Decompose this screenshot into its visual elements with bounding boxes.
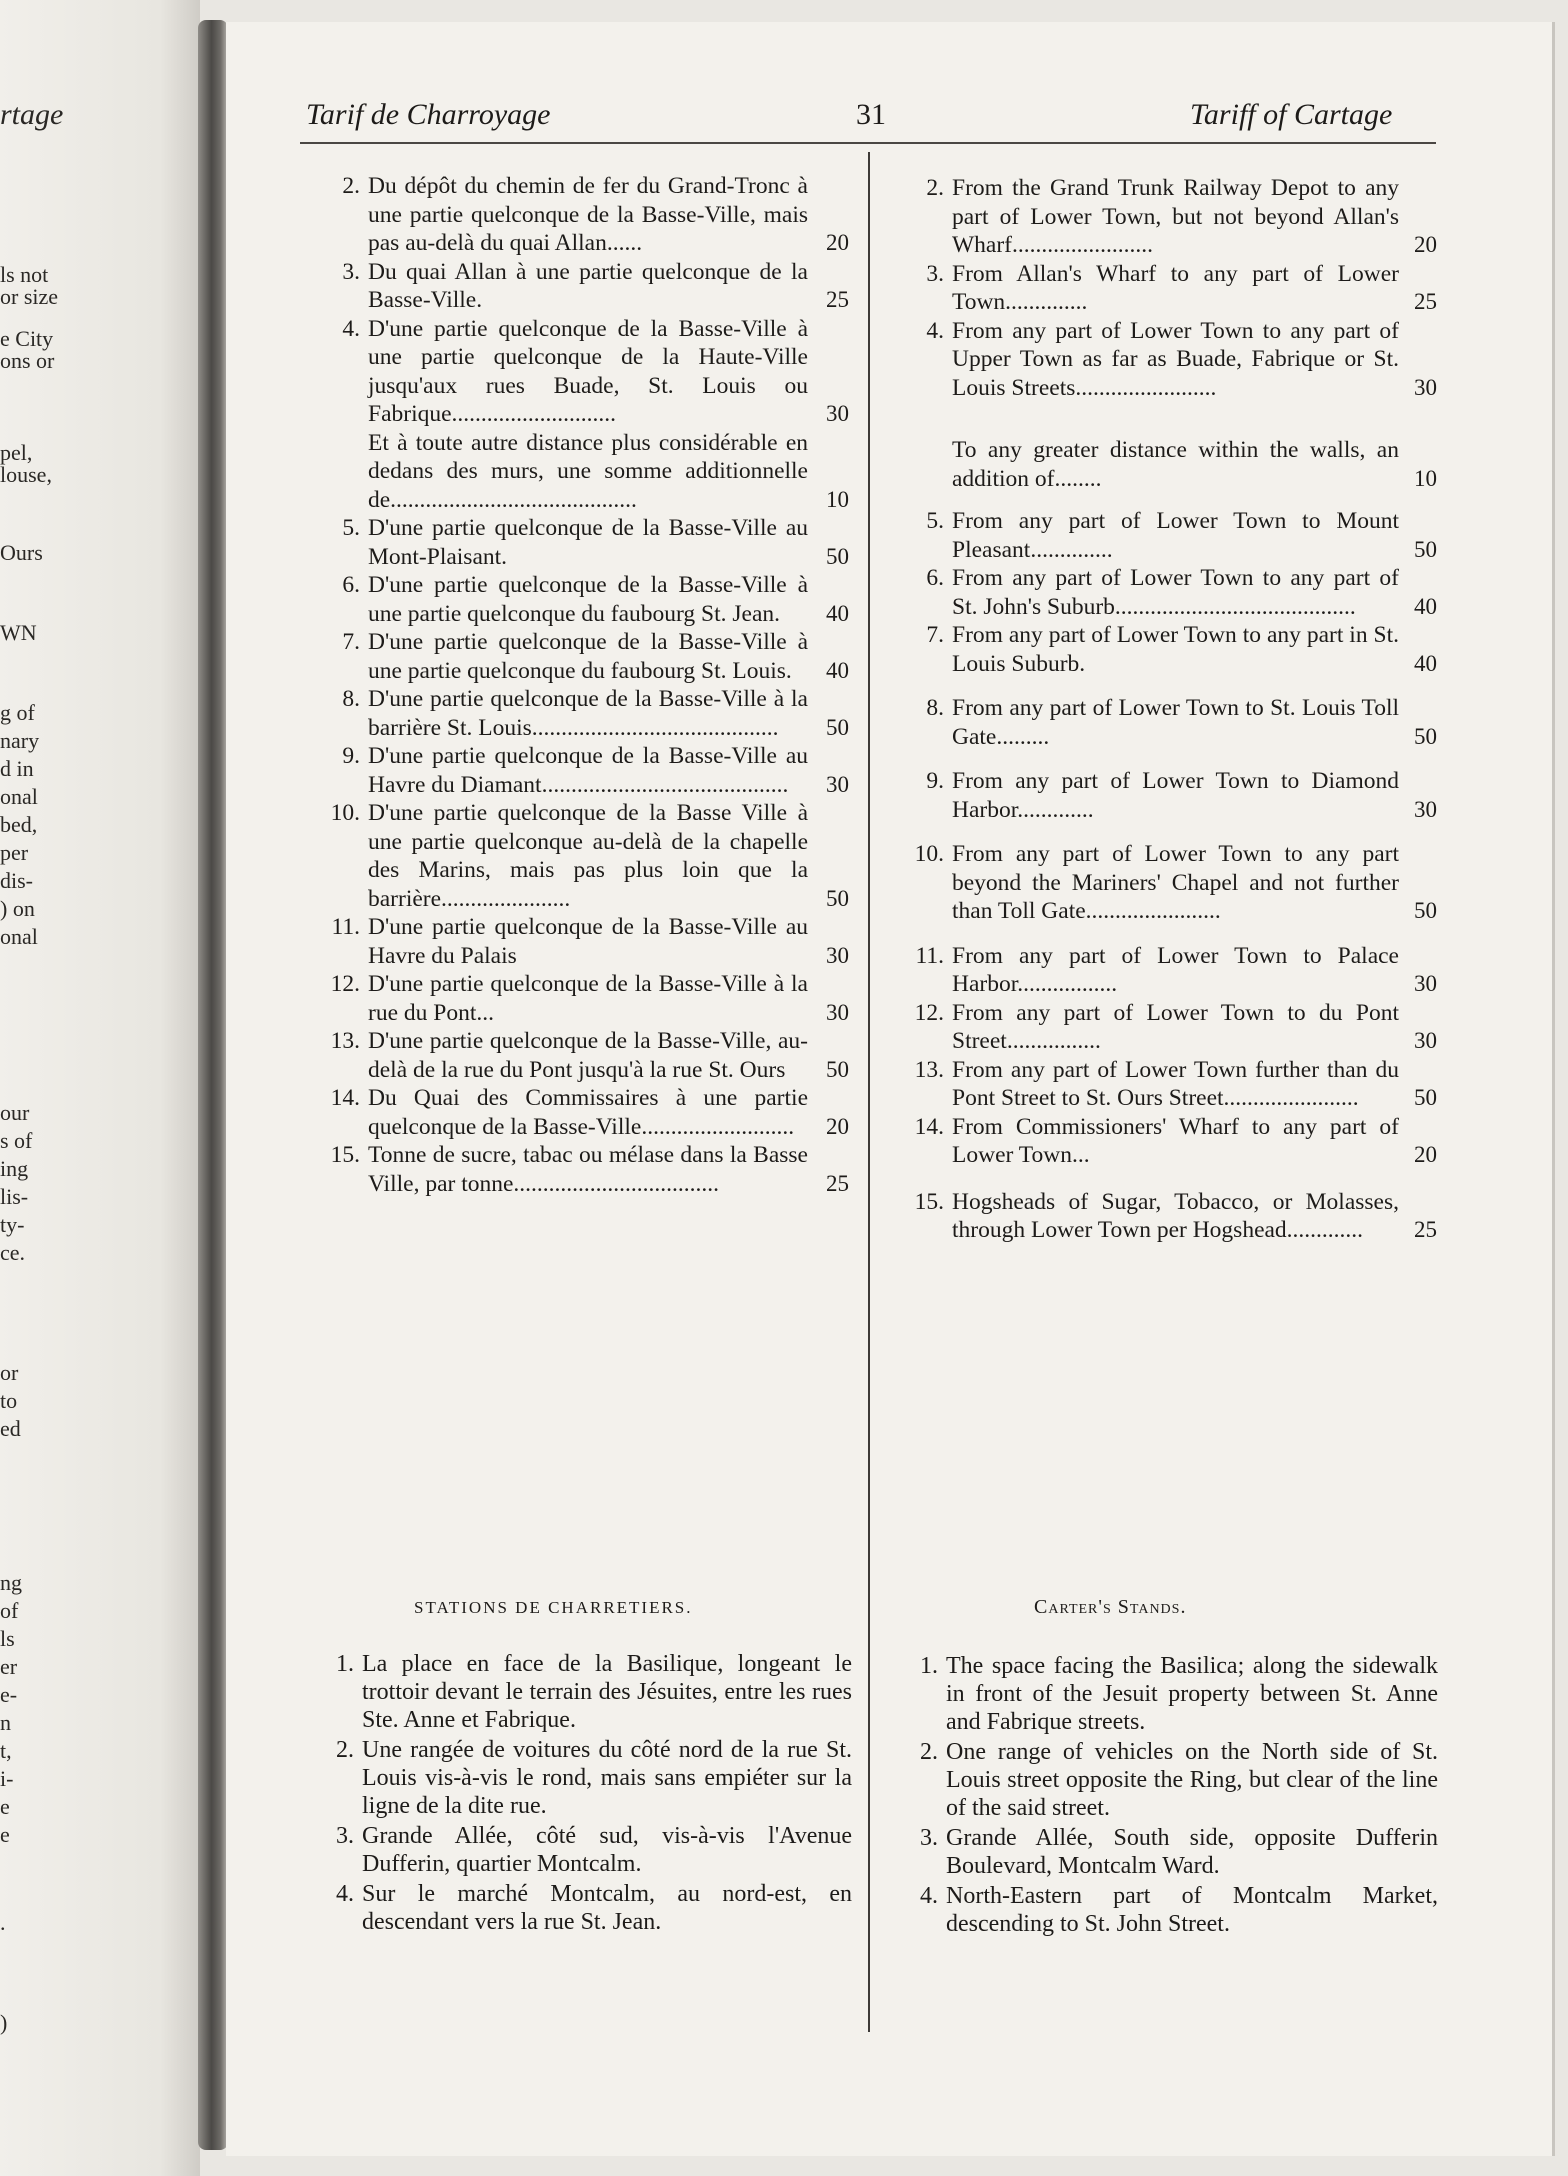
item-rate: 30 — [826, 942, 849, 968]
item-number: 8. — [342, 686, 360, 712]
stand-number: 2. — [920, 1739, 938, 1765]
item-number: 10. — [330, 800, 360, 826]
stand-number: 4. — [920, 1883, 938, 1909]
stand-item — [902, 1882, 1438, 1938]
english-stands-title: Carter's Stands. — [1034, 1596, 1187, 1618]
stand-text: Grande Allée, South side, opposite Dufferin Boulevard, Montcalm Ward. — [946, 1825, 1438, 1879]
stand-number: 1. — [920, 1653, 938, 1679]
stand-item — [902, 1652, 1438, 1736]
item-text: Du quai Allan à une partie quelconque de la Basse-Ville. — [368, 258, 808, 313]
item-number: 6. — [342, 572, 360, 598]
tariff-item — [318, 799, 849, 913]
tariff-item — [902, 564, 1437, 621]
item-number: 4. — [342, 315, 360, 342]
stand-number: 4. — [336, 1881, 354, 1907]
tariff-item — [902, 1056, 1437, 1113]
facing-page-fragment: ng — [0, 1570, 22, 1595]
facing-page-fragment: ) — [0, 2010, 8, 2035]
item-text: D'une partie quelconque de la Basse-Ville à la barrière St. Louis.......................................... — [368, 686, 808, 741]
tariff-item — [318, 970, 849, 1027]
item-rate: 50 — [1414, 723, 1437, 749]
header-english-title: Tariff of Cartage — [1190, 98, 1393, 131]
tariff-item — [902, 1188, 1437, 1245]
item-rate: 30 — [1414, 1028, 1437, 1053]
tariff-item — [902, 694, 1437, 751]
tariff-item — [318, 628, 849, 685]
facing-page-fragment: ls — [0, 1626, 15, 1651]
stand-item — [318, 1736, 852, 1820]
item-rate: 50 — [1414, 898, 1437, 923]
item-text: D'une partie quelconque de la Basse Ville à une partie quelconque au-delà de la chapelle des Marins, mais pas plus loin que la barrière...................... — [368, 800, 808, 912]
item-number: 2. — [342, 173, 360, 199]
facing-page-fragment: dis- — [0, 868, 33, 893]
facing-page-fragment: or size — [0, 284, 59, 309]
item-number: 3. — [342, 258, 360, 285]
french-tariff-column — [318, 172, 849, 1198]
item-number: 4. — [926, 317, 944, 344]
item-rate: 10 — [1414, 465, 1437, 491]
tariff-item — [902, 174, 1437, 260]
facing-page-fragment: s of — [0, 1128, 33, 1153]
book-gutter — [198, 20, 228, 2150]
item-text: Tonne de sucre, tabac ou mélase dans la Basse Ville, par tonne................................... — [368, 1142, 808, 1197]
item-number: 14. — [330, 1085, 360, 1111]
header-rule — [300, 142, 1436, 144]
page-number: 31 — [856, 98, 886, 131]
item-rate: 30 — [826, 771, 849, 797]
item-rate: 20 — [826, 1113, 849, 1139]
item-number: 10. — [914, 841, 944, 867]
item-rate: 40 — [826, 600, 849, 626]
facing-page-fragment: e — [0, 1822, 10, 1847]
item-text: D'une partie quelconque de la Basse-Ville au Havre du Diamant.......................................... — [368, 743, 808, 798]
item-text: From Allan's Wharf to any part of Lower Town.............. — [952, 260, 1399, 315]
english-stands-list — [902, 1652, 1438, 1940]
item-text: From any part of Lower Town to St. Louis Toll Gate......... — [952, 695, 1399, 750]
item-rate: 20 — [1414, 232, 1437, 257]
facing-page-fragment: per — [0, 840, 29, 865]
item-rate: 10 — [826, 486, 849, 512]
stand-text: The space facing the Basilica; along the sidewalk in front of the Jesuit property between St. Anne and Fabrique streets. — [946, 1653, 1438, 1735]
item-text: To any greater distance within the walls, an addition of........ — [952, 437, 1399, 492]
tariff-item — [318, 315, 849, 429]
item-text: From any part of Lower Town to any part of St. John's Suburb......................................... — [952, 565, 1399, 620]
stand-item — [902, 1824, 1438, 1880]
tariff-item — [902, 507, 1437, 564]
item-text: From any part of Lower Town to any part beyond the Mariners' Chapel and not further than Toll Gate....................... — [952, 841, 1399, 924]
facing-page-fragment: ce. — [0, 1240, 26, 1265]
item-rate: 30 — [1414, 796, 1437, 822]
tariff-item — [318, 1141, 849, 1198]
facing-page-fragment: nary — [0, 728, 40, 753]
item-text: From any part of Lower Town further than du Pont Street to St. Ours Street....................... — [952, 1056, 1399, 1111]
item-number: 2. — [926, 175, 944, 201]
item-rate: 50 — [826, 1056, 849, 1082]
facing-page-fragment: d in — [0, 756, 34, 781]
tariff-item — [902, 260, 1437, 317]
facing-page-fragment: onal — [0, 924, 38, 949]
item-text: From any part of Lower Town to Palace Harbor................. — [952, 942, 1399, 997]
item-text: D'une partie quelconque de la Basse-Ville au Havre du Palais — [368, 914, 808, 969]
facing-page-fragment: . — [0, 1910, 6, 1935]
item-text: From any part of Lower Town to any part of Upper Town as far as Buade, Fabrique or St. Louis Streets........................ — [952, 317, 1399, 401]
facing-page-fragment: to — [0, 1388, 18, 1413]
item-text: From any part of Lower Town to Mount Pleasant.............. — [952, 508, 1399, 563]
item-number: 12. — [330, 971, 360, 997]
facing-page-fragment: ls not — [0, 262, 49, 287]
tariff-item — [902, 621, 1437, 678]
stand-item — [318, 1880, 852, 1936]
facing-page-fragment: er — [0, 1654, 18, 1679]
tariff-item — [318, 571, 849, 628]
item-rate: 50 — [826, 714, 849, 740]
item-text: D'une partie quelconque de la Basse-Ville à une partie quelconque de la Haute-Ville jusqu'aux rues Buade, St. Louis ou Fabrique............................ — [368, 315, 808, 427]
item-number: 5. — [926, 508, 944, 534]
item-text: Du dépôt du chemin de fer du Grand-Tronc à une partie quelconque de la Basse-Ville, mais pas au-delà du quai Allan...... — [368, 173, 808, 256]
stand-number: 3. — [336, 1823, 354, 1849]
item-rate: 30 — [1414, 971, 1437, 996]
tariff-item — [318, 742, 849, 799]
item-rate: 50 — [826, 885, 849, 911]
tariff-item — [902, 317, 1437, 403]
tariff-item — [902, 767, 1437, 824]
tariff-item — [318, 258, 849, 315]
facing-page-fragment: ) on — [0, 896, 35, 921]
stand-text: Grande Allée, côté sud, vis-à-vis l'Avenue Dufferin, quartier Montcalm. — [362, 1823, 852, 1877]
stand-number: 2. — [336, 1737, 354, 1763]
item-rate: 30 — [826, 401, 849, 426]
stand-item — [902, 1738, 1438, 1822]
item-number: 7. — [342, 629, 360, 655]
item-text: D'une partie quelconque de la Basse-Ville à une partie quelconque du faubourg St. Jean. — [368, 572, 808, 627]
tariff-item — [902, 840, 1437, 926]
column-divider — [868, 152, 870, 2032]
item-rate: 50 — [1414, 1085, 1437, 1110]
facing-page-fragment: or — [0, 1360, 19, 1385]
tariff-item — [902, 942, 1437, 999]
tariff-item — [318, 1084, 849, 1141]
item-text: Du Quai des Commissaires à une partie quelconque de la Basse-Ville.......................... — [368, 1085, 808, 1140]
item-number: 6. — [926, 565, 944, 591]
item-text: From any part of Lower Town to Diamond Harbor............. — [952, 768, 1399, 823]
item-number: 9. — [926, 768, 944, 794]
item-text: D'une partie quelconque de la Basse-Ville à une partie quelconque du faubourg St. Louis. — [368, 629, 808, 684]
item-rate: 40 — [1414, 650, 1437, 676]
item-rate: 40 — [826, 657, 849, 683]
item-number: 13. — [914, 1056, 944, 1083]
facing-page-fragment: ty- — [0, 1212, 25, 1237]
item-rate: 20 — [826, 230, 849, 255]
stand-text: North-Eastern part of Montcalm Market, descending to St. John Street. — [946, 1883, 1438, 1937]
tariff-item — [318, 514, 849, 571]
item-number: 15. — [330, 1142, 360, 1168]
item-number: 13. — [330, 1028, 360, 1054]
facing-page-fragment: our — [0, 1100, 30, 1125]
english-tariff-column — [902, 174, 1437, 1245]
item-text: D'une partie quelconque de la Basse-Ville à la rue du Pont... — [368, 971, 808, 1026]
item-number: 15. — [914, 1188, 944, 1215]
stand-text: Sur le marché Montcalm, au nord-est, en descendant vers la rue St. Jean. — [362, 1881, 852, 1935]
french-stands-list — [318, 1650, 852, 1938]
facing-page-fragment: g of — [0, 700, 35, 725]
item-rate: 25 — [1414, 1217, 1437, 1242]
item-number: 11. — [915, 942, 944, 969]
facing-page-fragment: of — [0, 1598, 19, 1623]
facing-page-fragment: ing — [0, 1156, 29, 1181]
tariff-item — [902, 1113, 1437, 1170]
stand-item — [318, 1650, 852, 1734]
item-rate: 30 — [826, 999, 849, 1025]
stand-item — [318, 1822, 852, 1878]
tariff-item — [318, 913, 849, 970]
facing-page — [0, 0, 200, 2176]
item-rate: 25 — [1414, 289, 1437, 314]
facing-page-fragment: pel, — [0, 440, 33, 465]
item-text: Hogsheads of Sugar, Tobacco, or Molasses, through Lower Town per Hogshead............. — [952, 1188, 1399, 1243]
stand-text: La place en face de la Basilique, longeant le trottoir devant le terrain des Jésuites, entre les rues Ste. Anne et Fabrique. — [362, 1651, 852, 1733]
tariff-item — [318, 429, 849, 515]
stand-number: 1. — [336, 1651, 354, 1677]
facing-page-fragment: e City — [0, 326, 54, 351]
item-number: 11. — [331, 914, 360, 940]
item-rate: 25 — [826, 287, 849, 312]
item-text: From any part of Lower Town to du Pont Street................ — [952, 999, 1399, 1054]
stand-text: One range of vehicles on the North side of St. Louis street opposite the Ring, but clear of the line of the said street. — [946, 1739, 1438, 1821]
header-french-title: Tarif de Charroyage — [306, 98, 551, 131]
item-rate: 50 — [826, 543, 849, 569]
tariff-item — [318, 172, 849, 258]
item-rate: 30 — [1414, 374, 1437, 400]
facing-page-header: rtage — [0, 98, 64, 131]
facing-page-fragment: bed, — [0, 812, 38, 837]
item-number: 5. — [342, 515, 360, 541]
item-number: 7. — [926, 622, 944, 648]
item-rate: 40 — [1414, 593, 1437, 619]
french-stands-title: STATIONS DE CHARRETIERS. — [414, 1598, 693, 1617]
facing-page-fragment: i- — [0, 1766, 14, 1791]
facing-page-fragment: n — [0, 1710, 11, 1735]
tariff-item — [902, 999, 1437, 1056]
stand-text: Une rangée de voitures du côté nord de la rue St. Louis vis-à-vis le rond, mais sans empiéter sur la ligne de la dite rue. — [362, 1737, 852, 1819]
item-rate: 20 — [1414, 1142, 1437, 1167]
item-text: From any part of Lower Town to any part in St. Louis Suburb. — [952, 622, 1399, 677]
facing-page-fragment: t, — [0, 1738, 12, 1763]
facing-page-fragment: onal — [0, 784, 38, 809]
item-text: From Commissioners' Wharf to any part of Lower Town... — [952, 1113, 1399, 1168]
facing-page-fragment: ons or — [0, 348, 55, 373]
item-text: From the Grand Trunk Railway Depot to any part of Lower Town, but not beyond Allan's Wharf........................ — [952, 175, 1399, 258]
facing-page-fragment: ed — [0, 1416, 21, 1441]
tariff-item — [902, 436, 1437, 493]
item-text: D'une partie quelconque de la Basse-Ville au Mont-Plaisant. — [368, 515, 808, 570]
facing-page-fragment: lis- — [0, 1184, 29, 1209]
stand-number: 3. — [920, 1825, 938, 1851]
item-text: Et à toute autre distance plus considérable en dedans des murs, une somme additionnelle de.......................................... — [368, 429, 808, 513]
item-rate: 25 — [826, 1170, 849, 1196]
tariff-item — [318, 1027, 849, 1084]
item-number: 14. — [914, 1113, 944, 1140]
facing-page-fragment: louse, — [0, 462, 52, 487]
item-text: D'une partie quelconque de la Basse-Ville, au-delà de la rue du Pont jusqu'à la rue St. Ours — [368, 1028, 808, 1083]
facing-page-fragment: Ours — [0, 540, 43, 565]
item-number: 12. — [914, 999, 944, 1026]
item-number: 8. — [926, 695, 944, 721]
facing-page-fragment: e — [0, 1794, 10, 1819]
facing-page-fragment: WN — [0, 620, 37, 645]
facing-page-fragment: e- — [0, 1682, 18, 1707]
item-number: 3. — [926, 260, 944, 287]
item-number: 9. — [342, 743, 360, 769]
item-rate: 50 — [1414, 536, 1437, 562]
tariff-item — [318, 685, 849, 742]
